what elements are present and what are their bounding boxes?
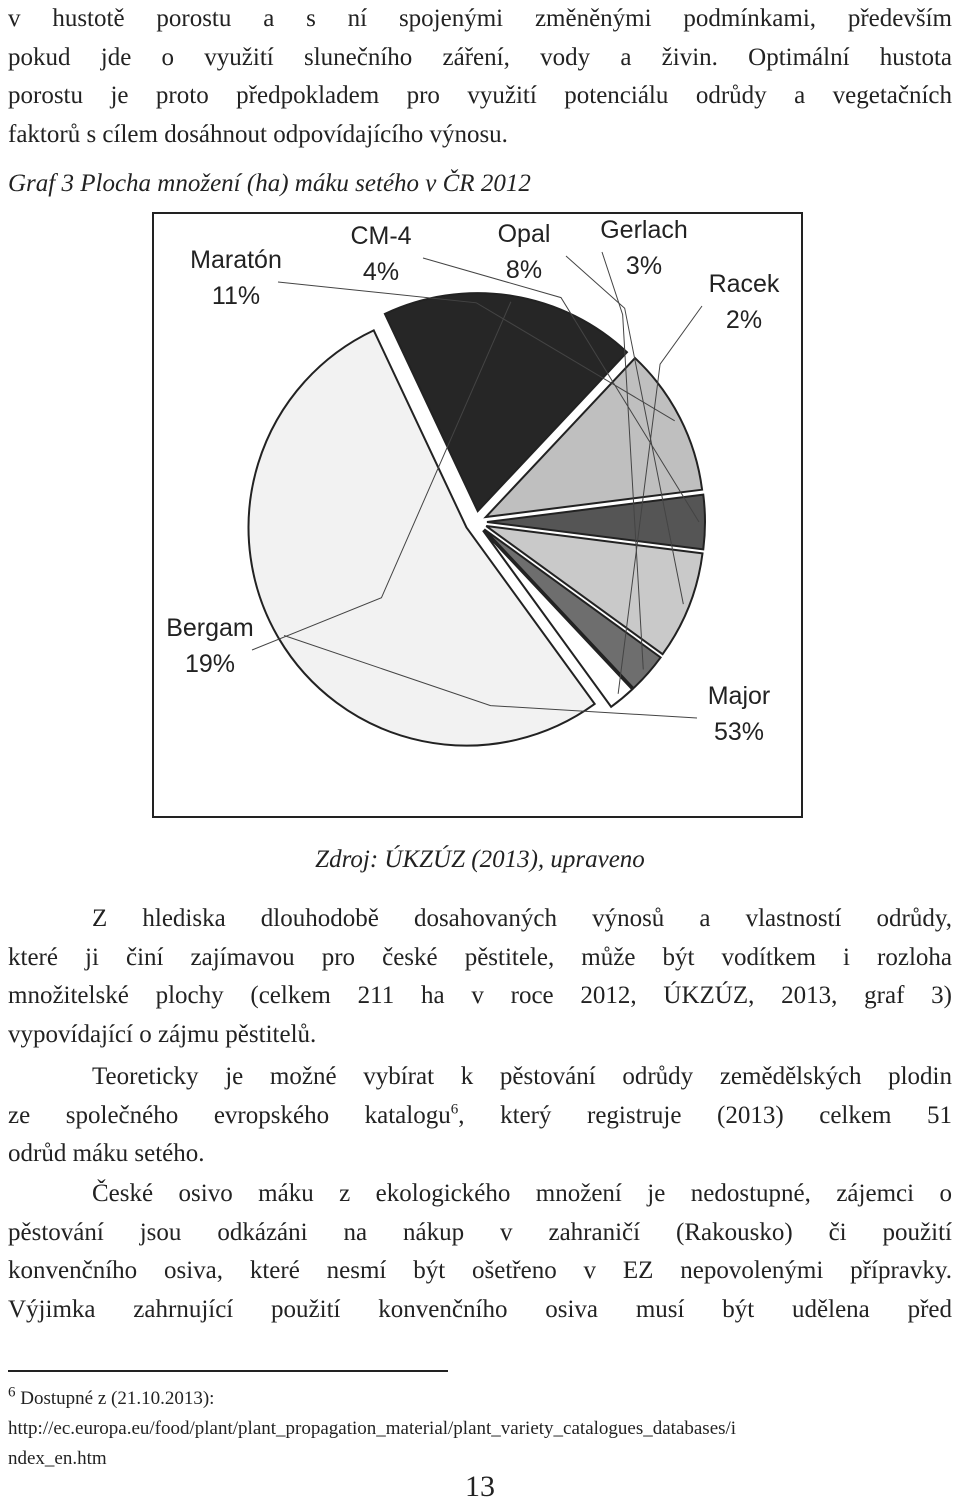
slice-value-label: 53% [713, 718, 765, 746]
slice-value-label: 8% [505, 256, 543, 284]
text-segment: ze společného evropského katalogu [8, 1101, 451, 1129]
footnote-number: 6 [8, 1384, 16, 1401]
footnote-url-line: http://ec.europa.eu/food/plant/plant_propagation_material/plant_variety_catalogues_databases/i [8, 1418, 737, 1439]
slice-label: Opal [497, 220, 551, 248]
footnote-text: Dostupné z (21.10.2013): [15, 1388, 215, 1409]
pie-chart-frame [152, 212, 803, 818]
paragraph-line: odrůd máku setého. [8, 1140, 205, 1167]
slice-label: Racek [708, 270, 780, 298]
paragraph-line: které ji činí zajímavou pro české pěstitele, může být vodítkem i rozloha [8, 943, 952, 971]
chart-caption: Graf 3 Plocha množení (ha) máku setého v ČR 2012 [8, 170, 531, 197]
slice-value-label: 4% [362, 258, 400, 286]
footnote-separator [8, 1370, 448, 1372]
body-paragraph-3 [8, 1175, 952, 1329]
slice-value-label: 11% [211, 282, 261, 310]
page-number: 13 [465, 1470, 495, 1503]
paragraph-line: Teoreticky je možné vybírat k pěstování odrůdy zemědělských plodin [92, 1063, 952, 1090]
paragraph-line [8, 1097, 952, 1136]
paragraph-line: České osivo máku z ekologického množení je nedostupné, zájemci o [92, 1180, 952, 1207]
slice-label: Gerlach [600, 216, 688, 244]
slice-label: Maratón [190, 246, 282, 274]
slice-value-label: 2% [725, 306, 763, 334]
footnote-url-line: ndex_en.htm [8, 1448, 107, 1469]
paragraph-line: množitelské plochy (celkem 211 ha v roce 2012, ÚKZÚZ, 2013, graf 3) [8, 982, 952, 1009]
paragraph-line: faktorů s cílem dosáhnout odpovídajícího výnosu. [8, 120, 508, 148]
slice-value-label: 3% [625, 252, 663, 280]
slice-label: Bergam [166, 614, 254, 642]
slice-label: Major [707, 682, 771, 710]
paragraph-line: vypovídající o zájmu pěstitelů. [8, 1020, 317, 1048]
paragraph-line: Výjimka zahrnující použití konvenčního osiva musí být udělena před [8, 1295, 952, 1323]
paragraph-line: v hustotě porostu a s ní spojenými změněnými podmínkami, především [8, 5, 952, 32]
paragraph-line: konvenčního osiva, které nesmí být ošetřeno v EZ nepovolenými přípravky. [8, 1257, 952, 1284]
pie-chart [154, 214, 801, 816]
footnote-url-link[interactable] [8, 1414, 952, 1474]
paragraph-line: porostu je proto předpokladem pro využití potenciálu odrůdy a vegetačních [8, 82, 952, 109]
slice-value-label: 19% [184, 650, 236, 678]
body-paragraph-1 [8, 900, 952, 1054]
chart-source: Zdroj: ÚKZÚZ (2013), upraveno [315, 846, 645, 873]
footnote-line [8, 1384, 952, 1414]
top-paragraph [8, 0, 952, 154]
paragraph-line: Z hlediska dlouhodobě dosahovaných výnosů a vlastností odrůdy, [92, 905, 952, 932]
text-segment: , který registruje (2013) celkem 51 [458, 1101, 952, 1129]
paragraph-line: pěstování jsou odkázáni na nákup v zahraničí (Rakousko) či použití [8, 1218, 952, 1246]
paragraph-line: pokud jde o využití slunečního záření, vody a živin. Optimální hustota [8, 43, 952, 71]
slice-label: CM-4 [350, 222, 412, 250]
footnote-reference[interactable]: 6 [450, 1101, 459, 1118]
body-paragraph-2 [8, 1058, 952, 1174]
footnote [8, 1384, 952, 1474]
